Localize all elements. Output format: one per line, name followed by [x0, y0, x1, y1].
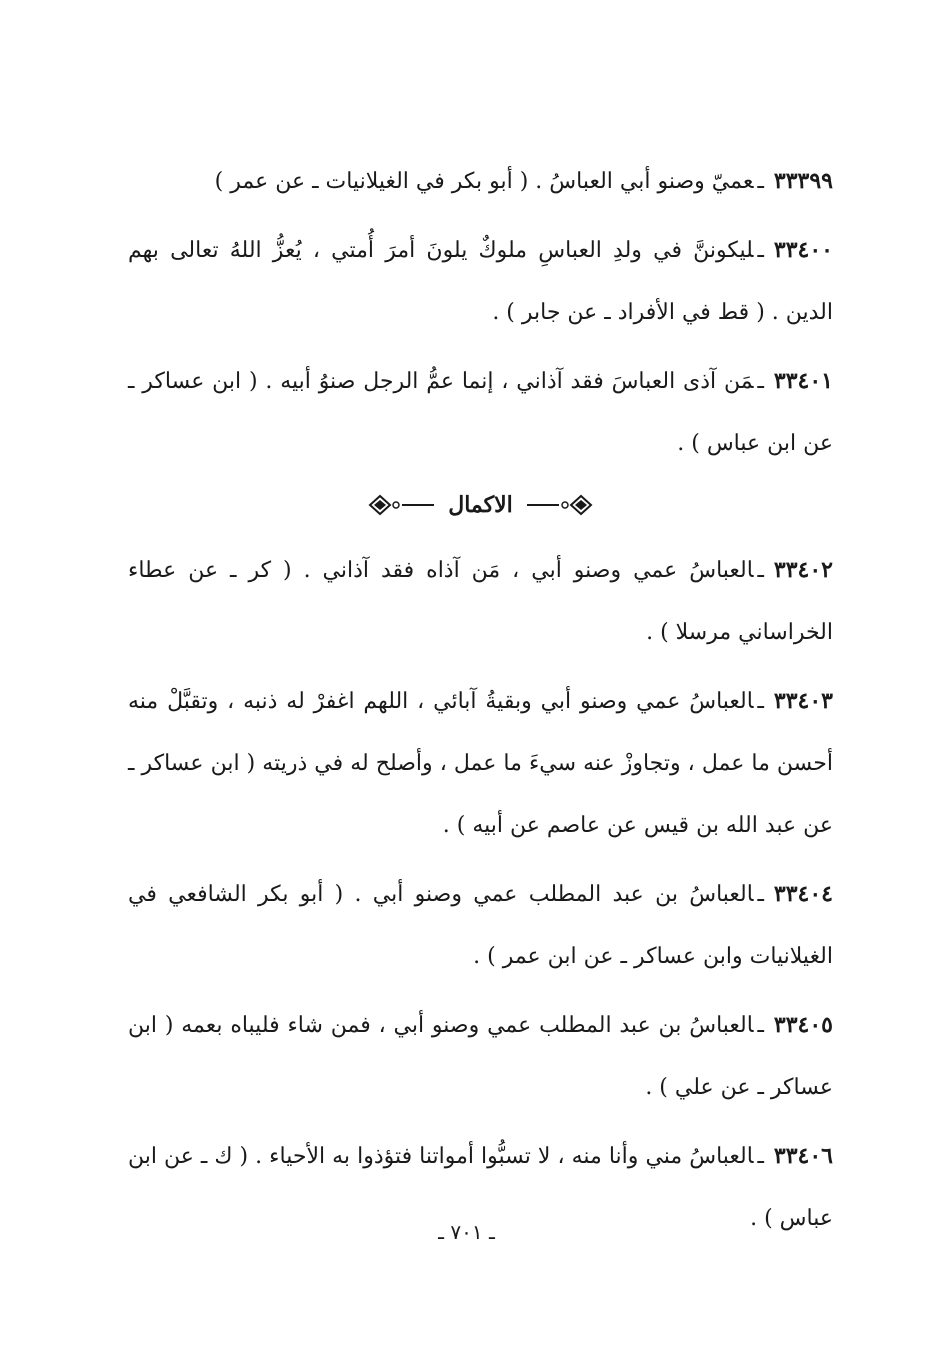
hadith-text: العباسُ عمي وصنو أبي وبقيةُ آبائي ، اللهم اغفرْ له ذنبه ، وتقبَّلْ منه أحسن ما عمل ، وتجاوزْ عنه سيءَ ما عمل ، وأصلح له في ذريته ( ابن عساكر ـ عن عبد الله بن قيس عن عاصم عن أبيه ) .: [128, 689, 833, 838]
hadith-number: ٣٣٤٠٠: [773, 237, 833, 263]
hadith-text: العباسُ بن عبد المطلب عمي وصنو أبي ، فمن شاء فليباه بعمه ( ابن عساكر ـ عن علي ) .: [128, 1013, 833, 1100]
hadith-text: العباسُ مني وأنا منه ، لا تسبُّوا أمواتنا فتؤذوا به الأحياء . ( ك ـ عن ابن عباس ) .: [128, 1144, 833, 1231]
section-heading: [128, 481, 833, 529]
dash-separator: ـ: [757, 558, 764, 583]
hadith-number: ٣٣٣٩٩: [773, 168, 833, 194]
hadith-number: ٣٣٤٠٤: [773, 881, 833, 907]
section-title: الاكمال: [448, 492, 513, 518]
hadith-text: العباسُ بن عبد المطلب عمي وصنو أبي . ( أبو بكر الشافعي في الغيلانيات وابن عساكر ـ عن ابن عمر ) .: [128, 882, 833, 969]
page-content: [128, 150, 833, 1256]
hadith-entry: [128, 863, 833, 988]
dash-separator: ـ: [757, 1013, 764, 1038]
dash-separator: ـ: [757, 169, 764, 194]
hadith-entry: [128, 539, 833, 664]
hadith-text: مَن آذى العباسَ فقد آذاني ، إنما عمُّ الرجل صنوُ أبيه . ( ابن عساكر ـ عن ابن عباس ) .: [128, 369, 833, 456]
hadith-entry: [128, 994, 833, 1119]
dash-separator: ـ: [757, 882, 764, 907]
ornament-right-icon: [525, 493, 595, 517]
hadith-entry: [128, 670, 833, 857]
page-number: ـ ٧٠١ ـ: [438, 1220, 495, 1244]
dash-separator: ـ: [757, 1144, 764, 1169]
dash-separator: ـ: [757, 238, 764, 263]
hadith-text: عميّ وصنو أبي العباسُ . ( أبو بكر في الغيلانيات ـ عن عمر ): [214, 169, 754, 194]
dash-separator: ـ: [757, 689, 764, 714]
hadith-text: ليكوننَّ في ولدِ العباسِ ملوكٌ يلونَ أمرَ أُمتي ، يُعزُّ اللهُ تعالى بهم الدين . ( قط في الأفراد ـ عن جابر ) .: [128, 238, 833, 325]
hadith-number: ٣٣٤٠٢: [773, 557, 833, 583]
hadith-number: ٣٣٤٠٣: [773, 688, 833, 714]
hadith-number: ٣٣٤٠١: [773, 368, 833, 394]
hadith-entry: [128, 219, 833, 344]
hadith-number: ٣٣٤٠٦: [773, 1143, 833, 1169]
hadith-entry: [128, 350, 833, 475]
hadith-number: ٣٣٤٠٥: [773, 1012, 833, 1038]
dash-separator: ـ: [757, 369, 764, 394]
ornament-left-icon: [366, 493, 436, 517]
hadith-text: العباسُ عمي وصنو أبي ، مَن آذاه فقد آذاني . ( كر ـ عن عطاء الخراساني مرسلا ) .: [128, 558, 833, 645]
hadith-entry: [128, 150, 833, 213]
